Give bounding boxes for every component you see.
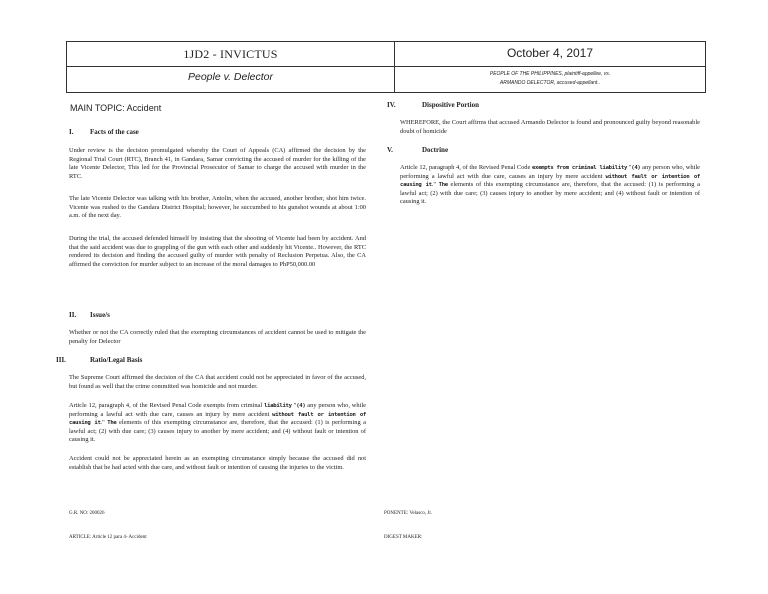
article-text: " bbox=[627, 164, 632, 171]
section-number: III. bbox=[56, 356, 66, 364]
digest-date: October 4, 2017 bbox=[506, 46, 594, 60]
dispositive-text: WHEREFORE, the Court affirms that accused Armando Delector is found and pronounced guilty beyond reasonable doubt of homicide bbox=[400, 119, 700, 135]
case-parties bbox=[395, 70, 705, 88]
facts-paragraph-3: During the trial, the accused defended himself by insisting that the shooting of Vicente had been by accident. And that the said accident was due to grappling of the gun with each other and suddenly hit Vicente.. However, the RTC rendered its decision and finding the accused guilty of murder with penalty of Reclusion Perpetua. Also, the CA affirmed the conviction for murder subject to an increase of the moral damages to PhP50,000.00 bbox=[69, 235, 366, 268]
article-blackletter: The bbox=[107, 420, 117, 426]
ponente: PONENTE: Velasco, Jr. bbox=[384, 511, 432, 516]
case-short-title: People v. Delector bbox=[187, 71, 273, 83]
article-blackletter: without fault or intention of causing it bbox=[69, 411, 366, 426]
article-blackletter: exempts from criminal liability bbox=[531, 165, 628, 171]
article-label: ARTICLE: Article 12 para 4- Accident bbox=[69, 535, 147, 540]
header-table bbox=[66, 41, 706, 93]
section-heading-dispositive bbox=[387, 101, 707, 111]
article-text: Article 12, paragraph 4, of the Revised Penal Code exempts from criminal bbox=[69, 402, 265, 409]
article-blackletter: (4) bbox=[296, 403, 306, 409]
issue-text: Whether or not the CA correctly ruled that the exempting circumstances of accident cannot be used to mitigate the penalty for Delector bbox=[69, 329, 366, 345]
facts-paragraph-1: Under review is the decision promulgated whereby the Court of Appeals (CA) affirmed the decision by the Regional Trial Court (RTC), Branch 41, in Gandara, Samar convicting the accused of murder for the killing of the late Vicente Delector, This led for the Provincial Prosecutor of Samar to charge the accused with murder in the RTC. bbox=[69, 147, 366, 180]
article-text: any person who, while performing a lawful act with due care, causes an injury by mere accident bbox=[69, 402, 366, 418]
article-text: elements of this exempting circumstance are, therefore, that the accused: (1) is performing a lawful act; (2) with due care; (3) causes injury to another by mere accident; and (4) without fault or intention of causing it. bbox=[69, 419, 366, 443]
article-blackletter: without fault or intention of causing it bbox=[400, 173, 700, 188]
parties-line-2: ARMANDO DELECTOR, accused-appellant.. bbox=[499, 80, 601, 86]
section-title: Dispositive Portion bbox=[422, 101, 479, 109]
section-number: V. bbox=[387, 146, 393, 154]
section-heading-ratio bbox=[56, 356, 366, 366]
section-title: Facts of the case bbox=[90, 128, 139, 136]
section-title: Doctrine bbox=[422, 146, 449, 154]
article-text: " bbox=[291, 402, 297, 409]
section-heading-issue bbox=[69, 311, 369, 321]
section-title: Ratio/Legal Basis bbox=[90, 356, 143, 364]
section-number: I. bbox=[69, 128, 74, 136]
section-heading-doctrine bbox=[387, 146, 707, 156]
course-code: 1JD2 - INVICTUS bbox=[183, 47, 278, 61]
digest-maker: DIGEST MAKER: bbox=[384, 535, 423, 540]
section-number: IV. bbox=[387, 101, 396, 109]
article-text: any person who, while performing a lawful act with due care, causes an injury by mere accident bbox=[400, 164, 700, 180]
article-text: ." bbox=[431, 181, 439, 188]
article-text: ." bbox=[100, 419, 108, 426]
header-divider-horizontal bbox=[67, 66, 705, 67]
section-title: Issue/s bbox=[90, 311, 110, 319]
doctrine-paragraph bbox=[400, 164, 700, 207]
article-text: elements of this exempting circumstance are, therefore, that the accused: (1) is performing a lawful act; (2) with due care; (3) causes injury to another by mere accident; and (4) without fault or intention of causing it. bbox=[400, 181, 700, 205]
ratio-paragraph-3: Accident could not be appreciated herein as an exempting circumstance simply because the accused did not establish that he had acted with due care, and without fault or intention of causing the injuries to the victim. bbox=[69, 455, 366, 471]
article-blackletter: liability bbox=[264, 403, 292, 409]
article-blackletter: The bbox=[438, 182, 448, 188]
section-number: II. bbox=[69, 311, 77, 319]
main-topic: MAIN TOPIC: Accident bbox=[70, 103, 162, 113]
section-heading-facts bbox=[69, 128, 369, 138]
article-text: Article 12, paragraph 4, of the Revised Penal Code bbox=[400, 164, 532, 171]
article-blackletter: (4) bbox=[631, 165, 641, 171]
facts-paragraph-2: The late Vicente Delector was talking with his brother, Antolin, when the accused, another brother, shot him twice. Vicente was rushed to the Gandara District Hospital; however, he succumbed to his gunshot wounds at about 1:00 a.m. of the next day. bbox=[69, 195, 366, 219]
parties-line-1: PEOPLE OF THE PHILIPPINES, plaintiff-appellee, vs. bbox=[489, 71, 611, 77]
gr-number: G.R. NO: 200026 bbox=[69, 511, 105, 516]
ratio-paragraph-1: The Supreme Court affirmed the decision of the CA that accident could not be appreciated in favor of the accused, but found as well that the crime committed was homicide and not murder. bbox=[69, 374, 366, 390]
ratio-article-paragraph bbox=[69, 402, 366, 445]
